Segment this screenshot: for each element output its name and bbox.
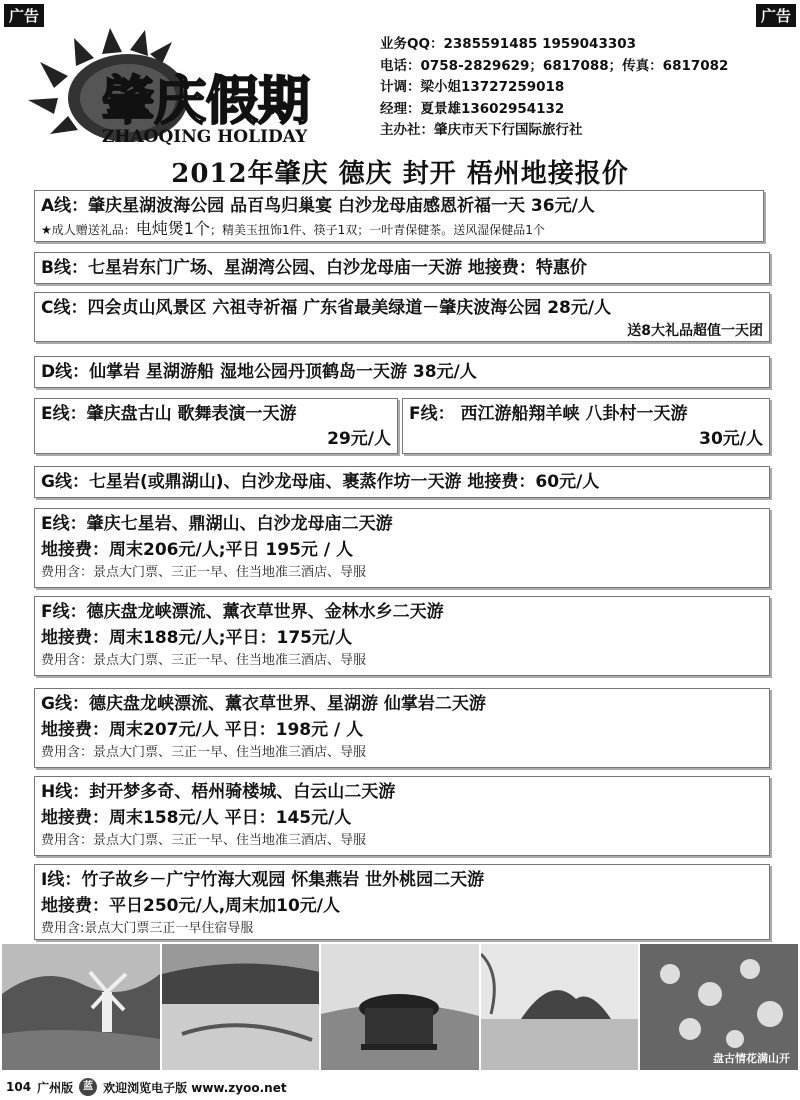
route-b-box — [34, 252, 770, 284]
route-c-box — [34, 292, 770, 342]
route-e-twoday-title: E线：肇庆七星岩、鼎湖山、白沙龙母庙二天游 — [41, 514, 393, 534]
route-a-title: A线：肇庆星湖波海公园 品百鸟归巢宴 白沙龙母庙感恩祈福一天 36元/人 — [41, 196, 595, 216]
route-c-note: 送8大礼品超值一天团 — [627, 323, 763, 339]
route-e-twoday-price: 地接费：周末206元/人;平日 195元 / 人 — [41, 540, 353, 560]
route-h-twoday-box — [34, 776, 770, 856]
page-number: 104 — [6, 1080, 32, 1094]
contact-planner: 计调：梁小姐13727259018 — [380, 79, 565, 96]
route-e-oneday-title: E线：肇庆盘古山 歌舞表演一天游 — [41, 404, 297, 424]
photo-caption: 盘古情花满山开 — [712, 1052, 790, 1065]
logo-english-title: ZHAOQING HOLIDAY — [102, 127, 308, 147]
footer-site-link[interactable]: 欢迎浏览电子版 www.zyoo.net — [103, 1080, 287, 1095]
photo-bronze-cauldron — [321, 944, 479, 1070]
route-f-twoday-price: 地接费：周末188元/人;平日：175元/人 — [41, 628, 353, 648]
route-f-twoday-title: F线：德庆盘龙峡漂流、薰衣草世界、金林水乡二天游 — [41, 602, 444, 622]
route-b-title: B线：七星岩东门广场、星湖湾公园、白沙龙母庙一天游 地接费：特惠价 — [41, 258, 587, 278]
route-a-gift-highlight: 电炖煲1个 — [135, 219, 210, 238]
ad-label-right: 广告 — [756, 4, 796, 27]
ad-label-left: 广告 — [4, 4, 44, 27]
page-title: 2012年肇庆 德庆 封开 梧州地接报价 — [171, 159, 629, 189]
route-h-twoday-title: H线：封开梦多奇、梧州骑楼城、白云山二天游 — [41, 782, 396, 802]
photo-strip — [2, 944, 798, 1070]
route-g-oneday-box — [34, 466, 770, 498]
zhaoqing-holiday-logo — [10, 26, 370, 148]
route-g-twoday-title: G线：德庆盘龙峡漂流、薰衣草世界、星湖游 仙掌岩二天游 — [41, 694, 486, 714]
route-a-gift-list: ；精美玉扭饰1件、筷子1双；一叶青保健茶。送风湿保健品1个 — [209, 223, 545, 237]
route-i-twoday-fee: 费用含:景点大门票三正一早住宿导服 — [41, 921, 254, 936]
route-e-twoday-fee: 费用含：景点大门票、三正一早、住当地准三酒店、导服 — [41, 565, 367, 580]
route-h-twoday-fee: 费用含：景点大门票、三正一早、住当地准三酒店、导服 — [41, 833, 367, 848]
route-i-twoday-box — [34, 864, 770, 940]
photo-windmill — [2, 944, 160, 1070]
route-f-oneday-box — [402, 398, 770, 454]
contact-info — [380, 34, 728, 142]
route-i-twoday-title: I线：竹子故乡－广宁竹海大观园 怀集燕岩 世外桃园二天游 — [41, 870, 485, 890]
contact-qq: 业务QQ：2385591485 1959043303 — [380, 36, 637, 52]
logo-chinese-title: 肇庆假期 — [102, 71, 311, 132]
route-a-box — [34, 190, 764, 242]
sun-logo-icon — [10, 26, 370, 148]
route-g-twoday-box — [34, 688, 770, 768]
route-e-oneday-box — [34, 398, 398, 454]
route-a-gifts — [41, 219, 757, 240]
route-e-oneday-price: 29元/人 — [327, 429, 391, 449]
route-d-box — [34, 356, 770, 388]
header — [10, 26, 790, 148]
route-h-twoday-price: 地接费：周末158元/人 平日：145元/人 — [41, 808, 352, 828]
route-f-oneday-title: F线： 西江游船翔羊峡 八卦村一天游 — [409, 404, 688, 424]
route-e-twoday-box — [34, 508, 770, 588]
route-f-oneday-price: 30元/人 — [699, 429, 763, 449]
contact-phone: 电话：0758-2829629；6817088；传真：6817082 — [380, 57, 729, 74]
contact-manager: 经理：夏景雄13602954132 — [380, 100, 565, 117]
route-i-twoday-price: 地接费：平日250元/人,周末加10元/人 — [41, 896, 341, 916]
route-g-oneday-title: G线：七星岩(或鼎湖山)、白沙龙母庙、裹蒸作坊一天游 地接费：60元/人 — [41, 472, 600, 492]
edition-label: 广州版 — [37, 1080, 74, 1095]
photo-river-island — [481, 944, 639, 1070]
route-g-twoday-price: 地接费：周末207元/人 平日：198元 / 人 — [41, 720, 364, 740]
route-d-title: D线：仙掌岩 星湖游船 湿地公园丹顶鹤岛一天游 38元/人 — [41, 362, 477, 382]
edition-badge-icon: 蓝 — [79, 1078, 97, 1096]
route-f-twoday-fee: 费用含：景点大门票、三正一早、住当地准三酒店、导服 — [41, 653, 367, 668]
footer — [0, 1074, 800, 1100]
photo-lake-boardwalk — [162, 944, 320, 1070]
route-g-twoday-fee: 费用含：景点大门票、三正一早、住当地准三酒店、导服 — [41, 745, 367, 760]
route-f-twoday-box — [34, 596, 770, 676]
photo-flowers — [640, 944, 798, 1070]
route-a-gift-prefix: ★成人赠送礼品： — [41, 223, 136, 237]
route-c-title: C线：四会贞山风景区 六祖寺祈福 广东省最美绿道－肇庆波海公园 28元/人 — [41, 298, 612, 318]
contact-organizer: 主办社：肇庆市天下行国际旅行社 — [380, 122, 583, 139]
